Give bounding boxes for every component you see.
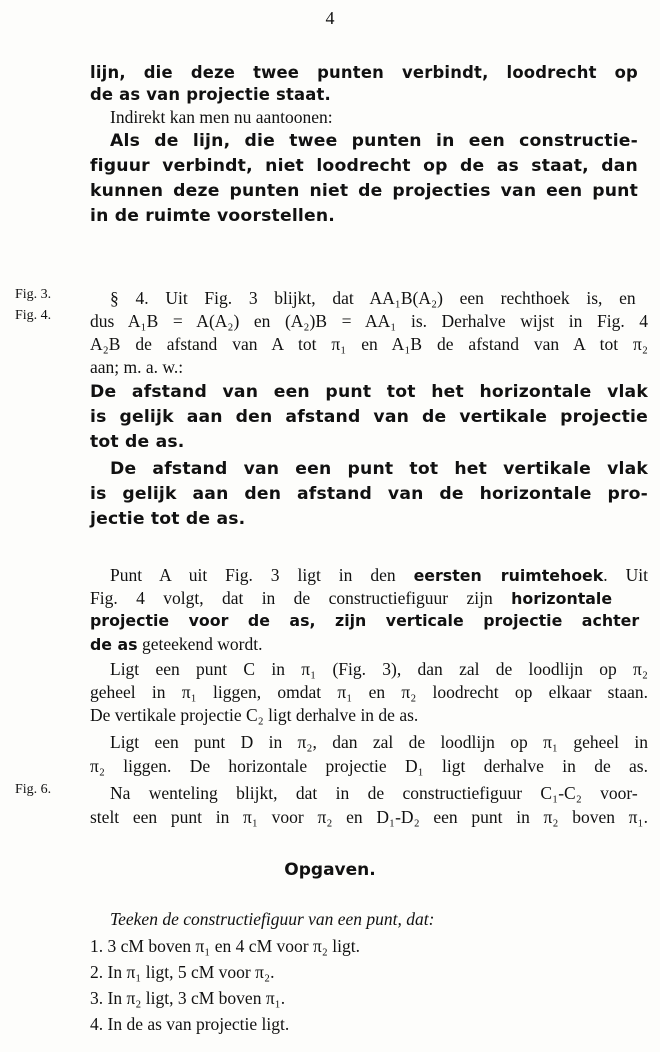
text-line: stelt een punt in π₁ voor π₂ en D₁-D₂ een punt in π₂ boven π₁.	[90, 807, 648, 827]
text-line: is gelijk aan den afstand van de vertikale projectie	[90, 407, 648, 427]
text-line: De afstand van een punt tot het vertikale vlak	[110, 459, 648, 479]
text-line: Ligt een punt C in π₁ (Fig. 3), dan zal de loodlijn op π₂	[110, 659, 648, 679]
text-line: in de ruimte voorstellen.	[90, 206, 336, 226]
text-line: jectie tot de as.	[90, 509, 246, 529]
text-line: Na wenteling blijkt, dat in de constructiefiguur C₁-C₂ voor-	[110, 783, 638, 803]
text-line: Indirekt kan men nu aantoonen:	[110, 107, 333, 127]
text-line: A₂B de afstand van A tot π₁ en A₁B de afstand van A tot π₂	[90, 334, 648, 354]
text-line: aan; m. a. w.:	[90, 357, 184, 377]
text-line: de as geteekend wordt.	[90, 634, 263, 654]
text-line: dus A₁B = A(A₂) en (A₂)B = AA₁ is. Derhalve wijst in Fig. 4	[90, 311, 648, 331]
text-line: Als de lijn, die twee punten in een constructie-	[110, 131, 638, 151]
text-line: tot de as.	[90, 432, 185, 452]
text-line: 1. 3 cM boven π₁ en 4 cM voor π₂ ligt.	[90, 936, 360, 956]
margin-note-fig6: Fig. 6.	[15, 782, 52, 797]
text-line: Ligt een punt D in π₂, dan zal de loodlijn op π₁ geheel in	[110, 732, 648, 752]
margin-note-fig3: Fig. 3.	[15, 287, 52, 302]
text-line: De afstand van een punt tot het horizontale vlak	[90, 382, 648, 402]
text-line: 4. In de as van projectie ligt.	[90, 1014, 290, 1034]
page-number: 4	[325, 8, 335, 28]
text-line: geheel in π₁ liggen, omdat π₁ en π₂ loodrecht op elkaar staan.	[90, 682, 648, 702]
section-heading-opgaven: Opgaven.	[284, 860, 376, 880]
text-line: kunnen deze punten niet de projecties van een punt	[90, 181, 638, 201]
text-line: is gelijk aan den afstand van de horizontale pro-	[90, 484, 648, 504]
text-line: 3. In π₂ ligt, 3 cM boven π₁.	[90, 988, 286, 1008]
text-line: figuur verbindt, niet loodrecht op de as staat, dan	[90, 156, 638, 176]
text-line: Teeken de constructiefiguur van een punt, dat:	[110, 909, 435, 929]
text-line: Fig. 4 volgt, dat in de constructiefiguur zijn horizontale	[90, 588, 613, 608]
text-line: de as van projectie staat.	[90, 85, 331, 104]
text-line: Punt A uit Fig. 3 ligt in den eersten ruimtehoek. Uit	[110, 565, 648, 585]
text-line: 2. In π₁ ligt, 5 cM voor π₂.	[90, 962, 275, 982]
text-line: § 4. Uit Fig. 3 blijkt, dat AA₁B(A₂) een rechthoek is, en	[110, 288, 636, 308]
text-line: De vertikale projectie C₂ ligt derhalve in de as.	[90, 705, 419, 725]
text-line: π₂ liggen. De horizontale projectie D₁ ligt derhalve in de as.	[90, 756, 648, 776]
margin-note-fig4: Fig. 4.	[15, 308, 52, 323]
text-line: lijn, die deze twee punten verbindt, loodrecht op	[90, 63, 638, 82]
text-line: projectie voor de as, zijn verticale projectie achter	[90, 611, 640, 630]
